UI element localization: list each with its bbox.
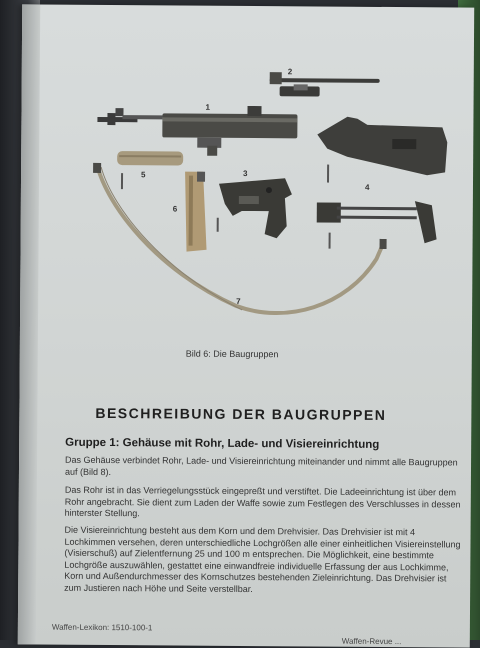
part-label: 7 bbox=[236, 296, 241, 306]
part-label: 1 bbox=[205, 102, 211, 112]
part-label: 2 bbox=[287, 67, 293, 77]
footer-publication: Waffen-Revue ... bbox=[341, 636, 402, 647]
handguard bbox=[117, 151, 183, 165]
group-heading: Gruppe 1: Gehäuse mit Rohr, Lade- und Visiereinrichtung bbox=[65, 436, 380, 451]
figure-caption: Bild 6: Die Baugruppen bbox=[185, 348, 279, 360]
section-heading: BESCHREIBUNG DER BAUGRUPPEN bbox=[95, 404, 387, 423]
part-label: 4 bbox=[364, 182, 370, 192]
paragraph-gehaeuse: Das Gehäuse verbindet Rohr, Lade- und Visiereinrichtung miteinander und nimmt alle Baugruppen auf (Bild 8). bbox=[64, 454, 458, 477]
page-spine bbox=[18, 4, 40, 644]
footer-reference: Waffen-Lexikon: 1510-100-1 bbox=[51, 622, 153, 633]
book-page bbox=[18, 4, 474, 647]
trigger-group bbox=[219, 178, 292, 239]
buttstock bbox=[317, 116, 447, 175]
retractable-stock bbox=[317, 200, 437, 243]
part-label: 5 bbox=[141, 170, 146, 180]
receiver-with-barrel bbox=[97, 102, 297, 156]
pins bbox=[121, 163, 332, 248]
part-label: 6 bbox=[172, 204, 178, 214]
paragraph-visier: Die Visiereinrichtung besteht aus dem Korn und dem Drehvisier. Das Drehvisier ist mit 4 Lochkimmen versehen, deren unterschiedliche Lochgrößen alle einer einheitlichen Visiereinstellung (Visierschuß) auf Zielentfernung 25 und 100 m entsprechen. Die Möglichkeit, eine bestimmte Lochgröße auszuwählen, gestattet eine einwandfreie individuelle Erfassung der aus Lochkimme, Korn und Außendurchmesser des Kornschutzes bestehenden Zieleinrichtung. Das Drehvisier ist zum Justieren nach Höhe und Seite verstellbar. bbox=[64, 524, 461, 594]
baugruppen-figure bbox=[46, 5, 468, 338]
part-label: 3 bbox=[243, 168, 248, 179]
page-content bbox=[44, 5, 468, 648]
magazine bbox=[185, 172, 208, 252]
paragraph-rohr: Das Rohr ist in das Verriegelungsstück eingepreßt und verstiftet. Die Ladeeinrichtung ist über dem Rohr angebracht. Sie dient zum Laden der Waffe sowie zum Festlegen des Verschlusses in dessen hinterster Stellung. bbox=[64, 484, 461, 519]
bolt-assembly bbox=[270, 72, 380, 97]
